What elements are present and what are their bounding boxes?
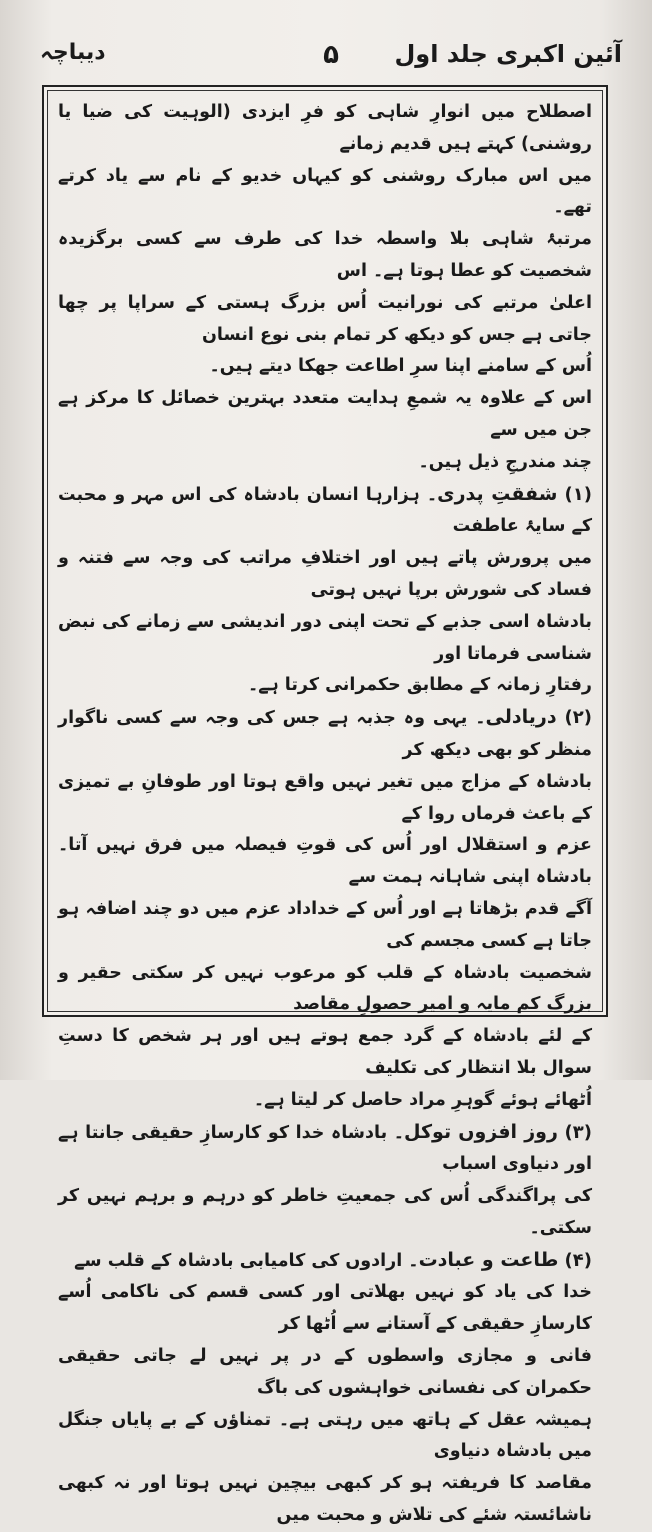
body-text: [58, 97, 592, 1532]
section-title: دیباچہ: [40, 40, 106, 65]
item-number: (۴): [564, 1249, 592, 1271]
text-line: ہمیشہ عقل کے ہاتھ میں رہتی ہے۔ تمناؤں کے بے پایاں جنگل میں بادشاہ دنیاوی: [58, 1409, 592, 1462]
item-heading: روز افزوں توکل: [404, 1120, 558, 1143]
text-line: مقاصد کا فریفتہ ہو کر کبھی بیچین نہیں ہوتا اور نہ کبھی ناشائستہ شئے کی تلاش و محبت میں: [58, 1473, 592, 1526]
text-line: ۔ بادشاہ خدا کو کارسازِ حقیقی جانتا ہے اور دنیاوی اسباب: [58, 1122, 592, 1175]
text-line: ۔ ارادوں کی کامیابی بادشاہ کے قلب سے: [74, 1250, 419, 1271]
text-line: اُٹھائے ہوئے گوہرِ مراد حاصل کر لیتا ہے۔: [253, 1089, 592, 1110]
text-line: بادشاہ اسی جذبے کے تحت اپنی دور اندیشی سے زمانے کی نبض شناسی فرماتا اور: [58, 611, 592, 664]
text-line: میں اس مبارک روشنی کو کیہاں خدیو کے نام سے یاد کرتے تھے۔: [58, 165, 592, 218]
text-frame: [42, 85, 608, 1526]
text-line: شخصیت بادشاہ کے قلب کو مرعوب نہیں کر سکتی حقیر و بزرگ کم مایہ و امیر حصولِ مقاصد: [58, 962, 592, 1015]
item-number: (۲): [564, 707, 593, 729]
text-line: اصطلاح میں انوارِ شاہی کو فرِ ایزدی (الوہیت کی ضیا یا روشنی) کہتے ہیں قدیم زمانے: [58, 102, 592, 154]
page-number: ۵: [323, 40, 339, 70]
page-header: [40, 40, 622, 80]
text-line: آگے قدم بڑھاتا ہے اور اُس کے خداداد عزم میں دو چند اضافہ ہو جاتا ہے کسی مجسم کی: [58, 898, 592, 951]
text-line: چند مندرجِ ذیل ہیں۔: [418, 451, 592, 472]
text-line: ۔ ہزارہا انسان بادشاہ کی اس مہر و محبت کے سایۂ عاطفت: [58, 484, 592, 537]
text-line: بادشاہ کے مزاج میں تغیر نہیں واقع ہوتا اور طوفانِ بے تمیزی کے باعث فرماں روا کے: [58, 771, 592, 824]
item-3-first-line: [58, 1117, 592, 1182]
text-line: رفتارِ زمانہ کے مطابق حکمرانی کرتا ہے۔: [247, 675, 592, 696]
item-number: (۳): [564, 1121, 592, 1143]
text-line: مرتبۂ شاہی بلا واسطہ خدا کی طرف سے کسی برگزیدہ شخصیت کو عطا ہوتا ہے۔ اس: [58, 229, 592, 281]
item-heading: شفقتِ پدری: [437, 482, 558, 505]
book-title: آئین اکبری جلد اول: [394, 40, 622, 68]
item-heading: طاعت و عبادت: [418, 1248, 559, 1271]
text-line: عزم و استقلال اور اُس کی قوتِ فیصلہ میں فرق نہیں آتا۔ بادشاہ اپنی شاہانہ ہمت سے: [58, 835, 592, 888]
item-number: (۱): [564, 483, 592, 505]
item-heading: دریادلی: [485, 706, 557, 729]
text-line: اُس کے سامنے اپنا سرِ اطاعت جھکا دیتے ہیں۔: [209, 356, 592, 377]
item-4-first-line: [58, 1245, 592, 1278]
text-line: فانی و مجازی واسطوں کے در پر نہیں لے جاتی حقیقی حکمران کی نفسانی خواہشوں کی باگ: [58, 1346, 592, 1398]
text-line: ۔ یہی وہ جذبہ ہے جس کی وجہ سے کسی ناگوار منظر کو بھی دیکھ کر: [58, 708, 592, 760]
text-line: اس کے علاوہ یہ شمعِ ہدایت متعدد بہترین خصائل کا مرکز ہے جن میں سے: [58, 388, 592, 440]
text-line: میں پرورش پاتے ہیں اور اختلافِ مراتب کی وجہ سے فتنہ و فساد کی شورش برپا نہیں ہوتی: [58, 548, 592, 600]
text-line: خدا کی یاد کو نہیں بھلاتی اور کسی قسم کی ناکامی اُسے کارسازِ حقیقی کے آستانے سے اُٹھا کر: [58, 1282, 592, 1335]
text-line: کی پراگندگی اُس کی جمعیتِ خاطر کو درہم و برہم نہیں کر سکتی۔: [58, 1186, 592, 1238]
item-1-first-line: [58, 479, 592, 544]
text-line: کے لئے بادشاہ کے گرد جمع ہوتے ہیں اور ہر شخص کا دستِ سوال بلا انتظار کی تکلیف: [58, 1026, 592, 1078]
text-line: اعلیٰ مرتبے کی نورانیت اُس بزرگ ہستی کے سراپا پر چھا جاتی ہے جس کو دیکھ کر تمام بنی نوع انسان: [58, 292, 592, 345]
item-2-first-line: [58, 702, 592, 767]
